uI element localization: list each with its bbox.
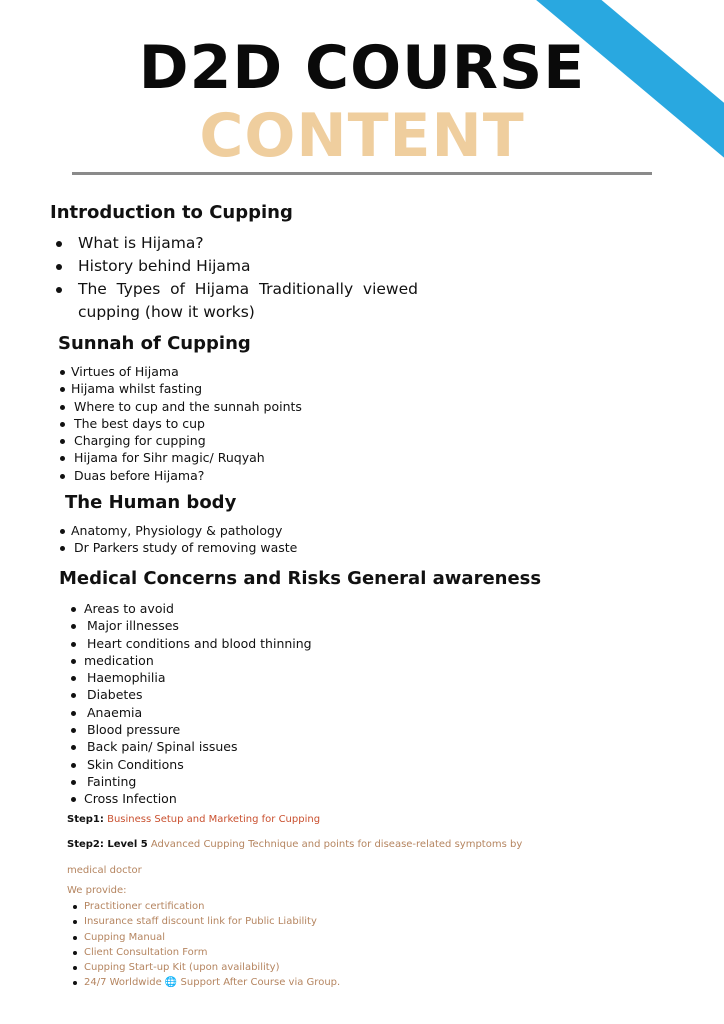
list-item: History behind Hijama <box>52 255 418 278</box>
step1-text: Business Setup and Marketing for Cupping <box>107 814 321 825</box>
list-item: Hijama whilst fasting <box>57 380 302 397</box>
list-item: Where to cup and the sunnah points <box>57 398 302 415</box>
step2-line <box>67 839 522 850</box>
step1-label: Step1: <box>67 814 104 825</box>
step2-label: Step2: Level 5 <box>67 839 148 850</box>
list-item: Insurance staff discount link for Public Liability <box>67 914 340 929</box>
human-body-heading: The Human body <box>65 492 237 513</box>
provide-heading: We provide: <box>67 885 127 896</box>
medical-list <box>68 600 312 808</box>
list-item: medication <box>68 652 312 669</box>
list-item: Blood pressure <box>68 721 312 738</box>
list-item: Diabetes <box>68 686 312 703</box>
list-item: What is Hijama? <box>52 232 418 255</box>
list-item: Virtues of Hijama <box>57 363 302 380</box>
intro-heading: Introduction to Cupping <box>50 202 293 223</box>
page-title-line1: D2D COURSE <box>138 33 586 103</box>
step1-line <box>67 814 320 825</box>
list-item: Anaemia <box>68 704 312 721</box>
list-item: Client Consultation Form <box>67 945 340 960</box>
page-title-line2: CONTENT <box>199 101 525 171</box>
sunnah-heading: Sunnah of Cupping <box>58 333 251 354</box>
list-item: Anatomy, Physiology & pathology <box>57 522 297 539</box>
list-item: Skin Conditions <box>68 756 312 773</box>
list-item: Cupping Start-up Kit (upon availability) <box>67 960 340 975</box>
list-item: Hijama for Sihr magic/ Ruqyah <box>57 449 302 466</box>
sunnah-list <box>57 363 302 484</box>
title-divider <box>72 172 652 175</box>
list-item: Dr Parkers study of removing waste <box>57 539 297 556</box>
list-item: The best days to cup <box>57 415 302 432</box>
list-item: Back pain/ Spinal issues <box>68 738 312 755</box>
list-item: Duas before Hijama? <box>57 467 302 484</box>
list-item: The Types of Hijama Traditionally viewed cupping (how it works) <box>52 278 418 324</box>
list-item: Haemophilia <box>68 669 312 686</box>
list-item: Practitioner certification <box>67 899 340 914</box>
list-item: Cross Infection <box>68 790 312 807</box>
step2-text: Advanced Cupping Technique and points for disease-related symptoms by <box>150 839 523 850</box>
intro-list <box>52 232 418 324</box>
list-item: Charging for cupping <box>57 432 302 449</box>
list-item: Major illnesses <box>68 617 312 634</box>
list-item: Areas to avoid <box>68 600 312 617</box>
step2-continuation: medical doctor <box>67 865 142 876</box>
list-item: Cupping Manual <box>67 930 340 945</box>
human-body-list <box>57 522 297 557</box>
list-item: Heart conditions and blood thinning <box>68 635 312 652</box>
list-item: 24/7 Worldwide 🌐 Support After Course via Group. <box>67 975 340 990</box>
provide-list <box>67 899 340 991</box>
medical-heading: Medical Concerns and Risks General awareness <box>59 568 542 589</box>
list-item: Fainting <box>68 773 312 790</box>
